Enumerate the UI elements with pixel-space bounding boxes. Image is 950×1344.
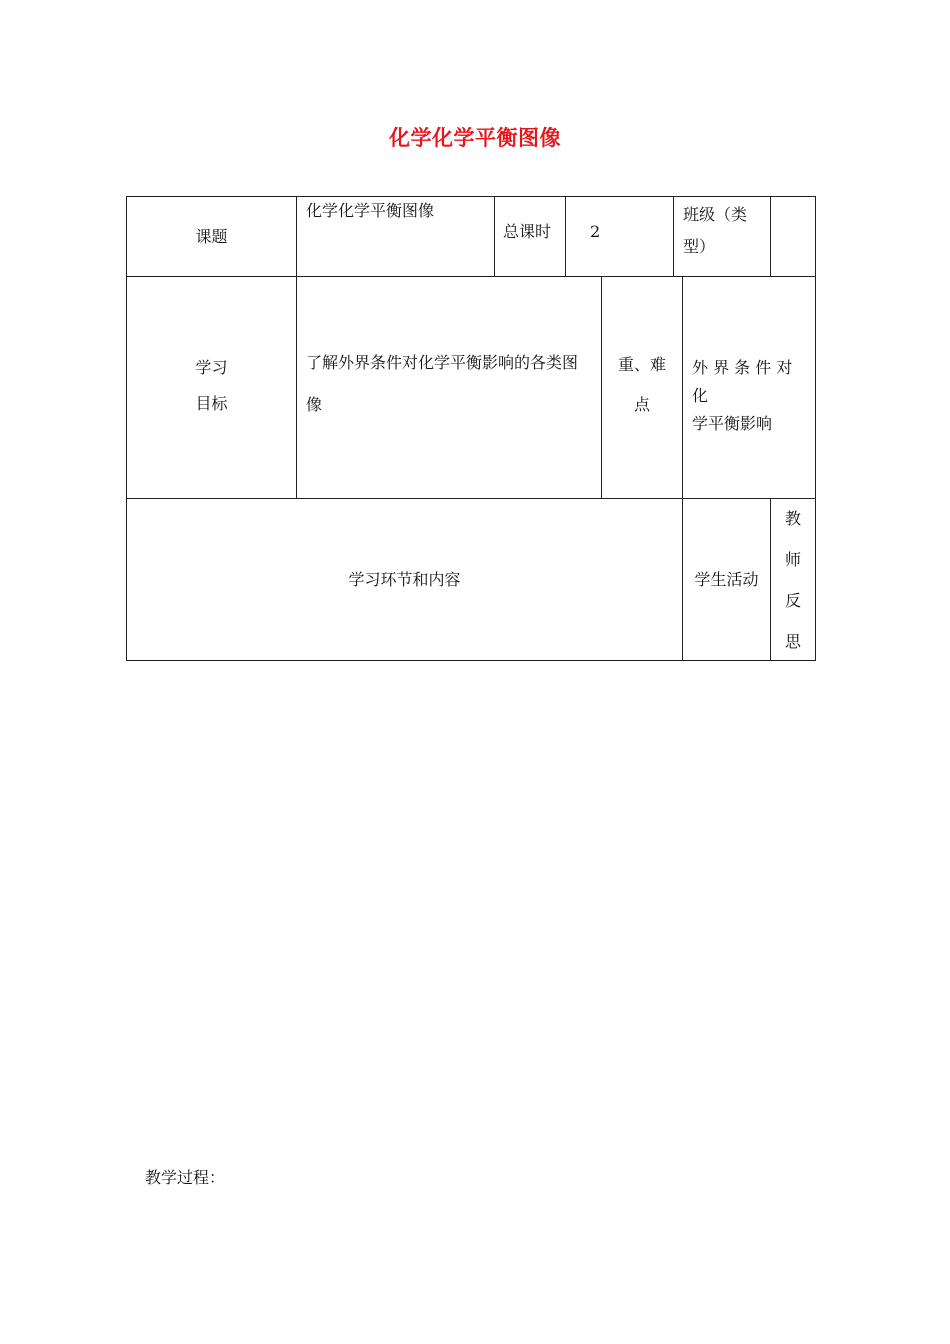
content-label: 学习环节和内容 [348,569,461,589]
teacher-reflection-char: 师 [784,550,801,569]
table-border-bottom [126,660,816,661]
hours-value-cell [590,220,630,244]
class-label-line1: 班级（类 [683,205,748,224]
goal-text-line2: 像 [306,395,323,414]
class-label-line2: 型） [683,237,716,256]
table-col-divider [296,196,297,277]
topic-label-cell [127,197,296,276]
document-title: 化学化学平衡图像 [389,126,561,150]
topic-value-cell [306,199,494,223]
class-label-cell [683,199,770,263]
hours-value: 2 [590,222,601,241]
teacher-reflection-cell [771,498,815,662]
table-col-divider [673,196,674,277]
teaching-process-label: 教学过程： [145,1168,226,1187]
goal-label-line2: 目标 [195,394,228,413]
goal-text-cell [306,342,598,426]
goal-label-cell [127,350,296,422]
goal-text-line1: 了解外界条件对化学平衡影响的各类图 [306,353,579,372]
topic-label: 课题 [195,226,228,246]
class-value-cell [771,197,815,276]
content-label-cell [127,499,682,660]
hours-label: 总课时 [503,222,552,241]
table-row-divider [126,276,816,277]
table-col-divider [682,276,683,499]
table-col-divider [296,276,297,499]
goal-label-line1: 学习 [195,358,228,377]
teacher-reflection-char: 思 [784,632,801,651]
keypoint-text-cell [692,354,812,438]
keypoint-label-cell [602,345,682,425]
student-activity-label: 学生活动 [694,569,759,589]
keypoint-text-line1: 外 界 条 件 对 化 [692,358,793,405]
hours-label-cell [503,220,565,244]
table-border-right [815,196,816,661]
topic-value: 化学化学平衡图像 [306,201,435,220]
keypoint-label-line2: 点 [633,395,650,414]
keypoint-label-line1: 重、难 [617,355,666,374]
student-activity-cell [683,499,770,660]
teacher-reflection-char: 反 [784,591,801,610]
table-col-divider [494,196,495,277]
teacher-reflection-char: 教 [784,509,801,528]
keypoint-text-line2: 学平衡影响 [692,414,773,433]
table-col-divider [565,196,566,277]
